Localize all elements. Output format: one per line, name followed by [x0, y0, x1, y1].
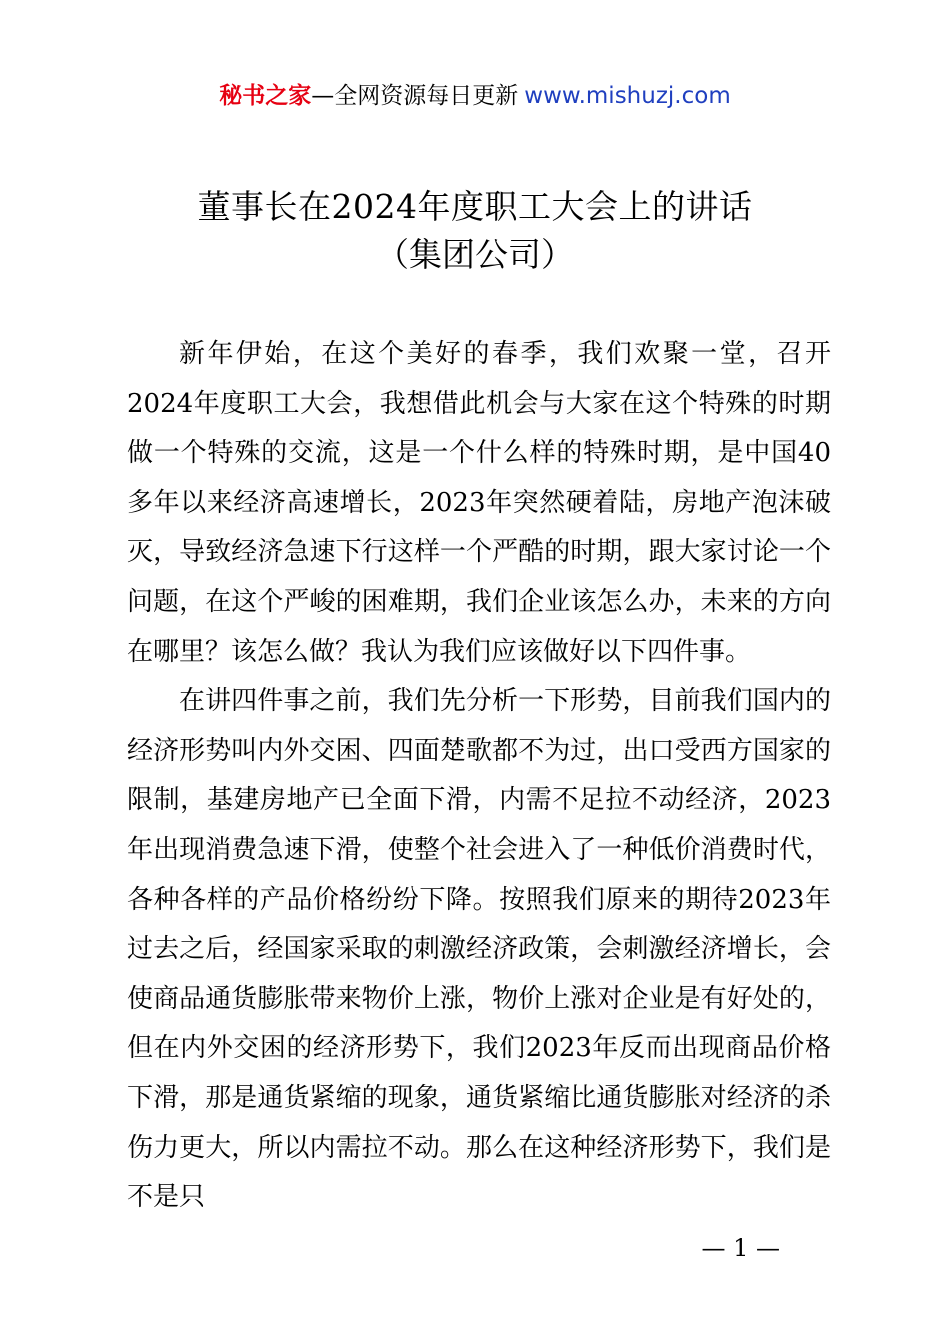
- document-title-block: [0, 183, 950, 279]
- body-paragraph-2: 在讲四件事之前，我们先分析一下形势，目前我们国内的经济形势叫内外交困、四面楚歌都不为过，出口受西方国家的限制，基建房地产已全面下滑，内需不足拉不动经济，2023年出现消费急速下滑，使整个社会进入了一种低价消费时代，各种各样的产品价格纷纷下降。按照我们原来的期待2023年过去之后，经国家采取的刺激经济政策，会刺激经济增长，会使商品通货膨胀带来物价上涨，物价上涨对企业是有好处的，但在内外交困的经济形势下，我们2023年反而出现商品价格下滑，那是通货紧缩的现象，通货紧缩比通货膨胀对经济的杀伤力更大，所以内需拉不动。那么在这种经济形势下，我们是不是只: [127, 686, 831, 1213]
- document-subtitle: （集团公司）: [376, 235, 574, 274]
- document-body: [127, 330, 831, 1223]
- site-url-link[interactable]: www.mishuzj.com: [524, 83, 731, 109]
- document-title: 董事长在2024年度职工大会上的讲话: [197, 187, 753, 226]
- site-brand: 秘书之家: [219, 83, 312, 109]
- site-tagline: —全网资源每日更新: [311, 83, 519, 109]
- body-paragraph-1: 新年伊始，在这个美好的春季，我们欢聚一堂，召开2024年度职工大会，我想借此机会与大家在这个特殊的时期做一个特殊的交流，这是一个什么样的特殊时期，是中国40多年以来经济高速增长，2023年突然硬着陆，房地产泡沫破灭，导致经济急速下行这样一个严酷的时期，跟大家讨论一个问题，在这个严峻的困难期，我们企业该怎么办，未来的方向在哪里？该怎么做？我认为我们应该做好以下四件事。: [127, 339, 831, 667]
- page-number: — 1 —: [701, 1234, 780, 1262]
- site-header: [0, 80, 950, 112]
